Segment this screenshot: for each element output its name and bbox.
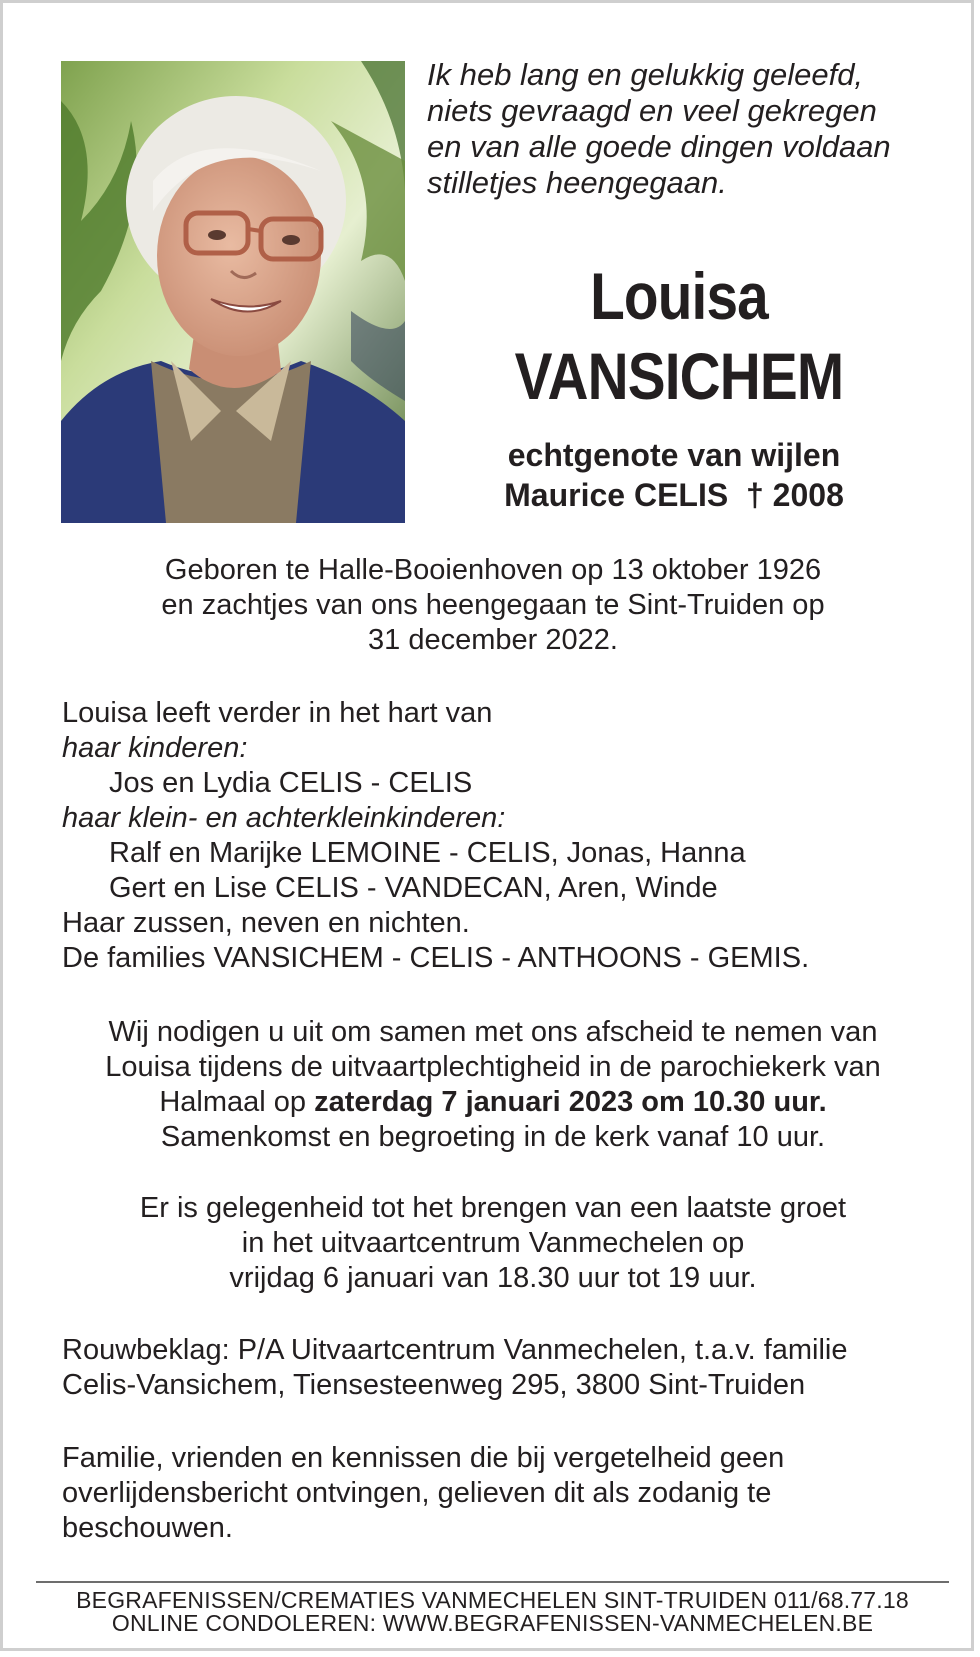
family-list bbox=[62, 696, 942, 976]
footer-divider bbox=[36, 1581, 949, 1583]
deceased-last-name: VANSICHEM bbox=[514, 339, 844, 413]
birth-death-info bbox=[43, 553, 943, 658]
footer-website: ONLINE CONDOLEREN: WWW.BEGRAFENISSEN-VANMECHELEN.BE bbox=[111, 1610, 874, 1636]
funeral-location: Halmaal op bbox=[159, 1086, 315, 1118]
footer-funeral-home: BEGRAFENISSEN/CREMATIES VANMECHELEN SINT-TRUIDEN 011/68.77.18 bbox=[76, 1587, 909, 1613]
text-line: Er is gelegenheid tot het brengen van een laatste groet bbox=[139, 1192, 847, 1224]
text-line bbox=[43, 1085, 943, 1120]
condolence-address bbox=[62, 1333, 942, 1403]
families-line: De families VANSICHEM - CELIS - ANTHOONS - GEMIS. bbox=[62, 942, 810, 974]
child-entry: Jos en Lydia CELIS - CELIS bbox=[109, 767, 473, 799]
grandchild-entry: Ralf en Marijke LEMOINE - CELIS, Jonas, Hanna bbox=[109, 837, 746, 869]
text-line: Geboren te Halle-Booienhoven op 13 oktober 1926 bbox=[164, 554, 822, 586]
text-line: Wij nodigen u uit om samen met ons afscheid te nemen van bbox=[108, 1016, 878, 1048]
portrait-photo bbox=[61, 61, 405, 523]
spouse-line: echtgenote van wijlen bbox=[507, 437, 841, 473]
text-line: Celis-Vansichem, Tiensesteenweg 295, 3800 Sint-Truiden bbox=[62, 1369, 806, 1401]
portrait-illustration bbox=[61, 61, 405, 523]
poem-line: niets gevraagd en veel gekregen bbox=[427, 93, 877, 128]
text-line: vrijdag 6 januari van 18.30 uur tot 19 uur. bbox=[229, 1262, 757, 1294]
text-line: beschouwen. bbox=[62, 1512, 233, 1544]
sisters-line: Haar zussen, neven en nichten. bbox=[62, 907, 470, 939]
text-line: Rouwbeklag: P/A Uitvaartcentrum Vanmechelen, t.a.v. familie bbox=[62, 1334, 848, 1366]
text-line: 31 december 2022. bbox=[368, 624, 618, 656]
text-line: overlijdensbericht ontvingen, gelieven dit als zodanig te bbox=[62, 1477, 772, 1509]
family-intro: Louisa leeft verder in het hart van bbox=[62, 697, 493, 729]
visitation-info bbox=[43, 1191, 943, 1296]
poem-line: en van alle goede dingen voldaan bbox=[427, 129, 891, 164]
spouse-line: Maurice CELIS † 2008 bbox=[504, 477, 844, 513]
children-label: haar kinderen: bbox=[62, 732, 248, 764]
funeral-info bbox=[43, 1015, 943, 1155]
grandchildren-label: haar klein- en achterkleinkinderen: bbox=[62, 802, 506, 834]
poem-line: stilletjes heengegaan. bbox=[427, 165, 727, 200]
poem-line: Ik heb lang en gelukkig geleefd, bbox=[427, 57, 864, 92]
memorial-poem bbox=[427, 57, 947, 201]
text-line: Samenkomst en begroeting in de kerk vanaf 10 uur. bbox=[160, 1121, 826, 1153]
text-line: in het uitvaartcentrum Vanmechelen op bbox=[241, 1227, 745, 1259]
funeral-datetime: zaterdag 7 januari 2023 om 10.30 uur. bbox=[314, 1086, 827, 1118]
text-line: Louisa tijdens de uitvaartplechtigheid in de parochiekerk van bbox=[105, 1051, 881, 1083]
text-line: en zachtjes van ons heengegaan te Sint-Truiden op bbox=[161, 589, 825, 621]
notice bbox=[62, 1441, 942, 1546]
spouse-info bbox=[419, 435, 929, 515]
text-line: Familie, vrienden en kennissen die bij vergetelheid geen bbox=[62, 1442, 785, 1474]
grandchild-entry: Gert en Lise CELIS - VANDECAN, Aren, Winde bbox=[109, 872, 718, 904]
deceased-first-name: Louisa bbox=[590, 259, 768, 333]
